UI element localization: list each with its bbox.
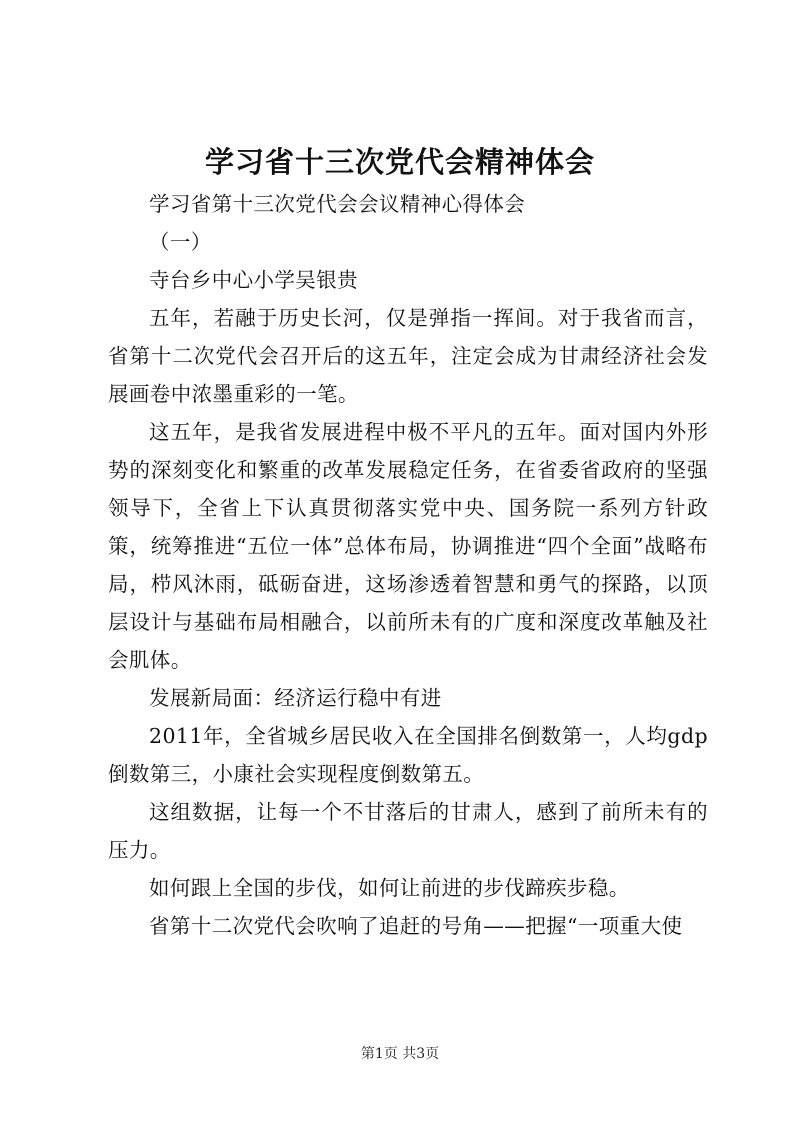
paragraph-heading: 发展新局面：经济运行稳中有进 <box>149 686 442 710</box>
paragraph: 五年，若融于历史长河，仅是弹指一挥间。对于我省而言，省第十二次党代会召开后的这五年，注定会成为甘肃经济社会发展画卷中浓墨重彩的一笔。 <box>108 306 708 406</box>
paragraph: 2011年，全省城乡居民收入在全国排名倒数第一，人均gdp倒数第三，小康社会实现程度倒数第五。 <box>108 724 708 786</box>
page-number-footer: 第1页 共3页 <box>360 1046 440 1062</box>
paragraph-section-number: （一） <box>149 230 212 254</box>
paragraph-author: 寺台乡中心小学吴银贵 <box>149 268 358 292</box>
paragraph-subtitle: 学习省第十三次党代会会议精神心得体会 <box>149 192 526 216</box>
paragraph: 这五年，是我省发展进程中极不平凡的五年。面对国内外形势的深刻变化和繁重的改革发展稳定任务，在省委省政府的坚强领导下，全省上下认真贯彻落实党中央、国务院一系列方针政策，统筹推进“五位一体”总体布局，协调推进“四个全面”战略布局，栉风沐雨，砥砺奋进，这场渗透着智慧和勇气的探路，以顶层设计与基础布局相融合，以前所未有的广度和深度改革触及社会肌体。 <box>108 420 708 672</box>
document-body <box>108 185 708 945</box>
paragraph: 这组数据，让每一个不甘落后的甘肃人，感到了前所未有的压力。 <box>108 800 708 862</box>
paragraph: 省第十二次党代会吹响了追赶的号角——把握“一项重大使 <box>149 914 683 938</box>
document-title: 学习省十三次党代会精神体会 <box>204 145 595 179</box>
paragraph: 如何跟上全国的步伐，如何让前进的步伐蹄疾步稳。 <box>149 876 630 900</box>
